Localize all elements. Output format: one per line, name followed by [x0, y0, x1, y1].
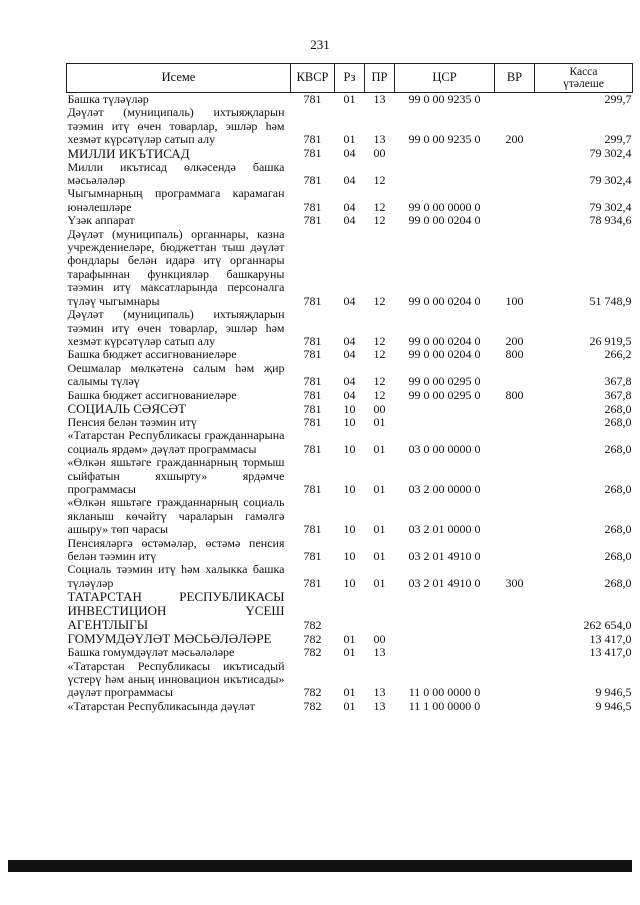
header-pr: ПР	[365, 64, 395, 93]
cell-pr: 12	[373, 333, 386, 348]
cell-kvsr: 781	[303, 333, 322, 348]
cell-pr: 13	[373, 698, 386, 713]
cell-kvsr: 782	[303, 631, 322, 646]
scan-bottom-bar	[8, 860, 632, 872]
cell-kvsr: 781	[303, 213, 322, 228]
cell-name: «Өлкән яшьтәге гражданнарның тормыш сыйфатын яхшырту» ярдәмче программасы	[67, 455, 285, 496]
cell-vr	[495, 660, 535, 700]
cell-amount: 367,8	[604, 387, 632, 402]
cell-name: Социаль тәэмин итү һәм халыкка башка түләүләр	[67, 562, 285, 590]
cell-rz: 04	[343, 374, 356, 389]
cell-kvsr: 781	[303, 173, 322, 188]
cell-amount: 26 919,5	[589, 333, 632, 348]
cell-csr	[395, 646, 495, 659]
cell-amount: 9 946,5	[595, 698, 632, 713]
cell-vr	[495, 700, 535, 713]
cell-name: МИЛЛИ ИКЪТИСАД	[67, 145, 190, 161]
cell-vr: 200	[505, 132, 524, 147]
header-kassa	[535, 64, 633, 93]
cell-amount: 299,7	[604, 132, 632, 147]
cell-kvsr: 782	[303, 698, 322, 713]
table-row	[67, 646, 633, 659]
table-row	[67, 537, 633, 564]
cell-pr: 13	[373, 645, 386, 660]
cell-kvsr: 781	[303, 132, 322, 147]
cell-amount: 266,2	[604, 347, 632, 362]
cell-kvsr: 781	[303, 401, 322, 416]
table-row	[67, 161, 633, 188]
header-kvsr: КВСР	[291, 64, 335, 93]
cell-csr: 99 0 00 9235 0	[408, 92, 481, 106]
cell-vr	[495, 161, 535, 188]
cell-pr: 00	[373, 146, 386, 161]
cell-rz: 01	[343, 132, 356, 147]
cell-kvsr: 781	[303, 387, 322, 402]
cell-csr: 99 0 00 9235 0	[408, 132, 481, 147]
cell-rz: 10	[343, 441, 356, 456]
cell-amount: 78 934,6	[589, 213, 632, 228]
cell-amount: 268,0	[604, 401, 632, 416]
cell-name: Чыгымнарның программага карамаган юнәлешләре	[67, 186, 285, 214]
table-row	[67, 402, 633, 416]
cell-rz: 01	[343, 685, 356, 700]
table-row	[67, 416, 633, 429]
table-row	[67, 660, 633, 700]
cell-kvsr: 781	[303, 92, 322, 106]
cell-rz: 04	[343, 199, 356, 214]
budget-table	[66, 63, 633, 713]
cell-vr	[495, 214, 535, 227]
cell-csr: 11 0 00 0000 0	[408, 685, 481, 700]
cell-rz: 04	[343, 173, 356, 188]
cell-name: ТАТАРСТАН РЕСПУБЛИКАСЫ ИНВЕСТИЦИОН ҮСЕШ АГЕНТЛЫГЫ	[67, 589, 285, 633]
cell-name: Дәүләт (муниципаль) ихтыяҗларын тәэмин итү өчен товарлар, эшләр һәм хезмәт күрсәтүләр сатып алу	[67, 307, 285, 348]
cell-kvsr: 782	[303, 645, 322, 660]
table-row	[67, 106, 633, 146]
table-row	[67, 389, 633, 402]
cell-vr	[495, 632, 535, 646]
cell-csr	[395, 632, 495, 646]
cell-kvsr: 782	[303, 685, 322, 700]
cell-pr: 01	[373, 481, 386, 496]
cell-vr	[495, 362, 535, 389]
cell-vr	[495, 537, 535, 564]
cell-csr	[395, 416, 495, 429]
cell-vr: 800	[505, 387, 524, 402]
cell-kvsr: 781	[303, 441, 322, 456]
cell-kvsr: 782	[303, 617, 322, 632]
table-row	[67, 214, 633, 227]
table-row	[67, 700, 633, 713]
cell-rz: 10	[343, 522, 356, 537]
cell-kvsr: 781	[303, 199, 322, 214]
cell-rz: 04	[343, 333, 356, 348]
cell-vr	[495, 93, 535, 107]
cell-pr	[365, 590, 395, 632]
cell-pr: 12	[373, 387, 386, 402]
table-row	[67, 362, 633, 389]
cell-name: Башка бюджет ассигнованиеләре	[67, 387, 237, 402]
table-header-row	[67, 64, 633, 93]
cell-name: Үзәк аппарат	[67, 213, 135, 228]
table-row	[67, 456, 633, 496]
cell-csr: 99 0 00 0000 0	[408, 199, 481, 214]
cell-rz: 10	[343, 575, 356, 590]
table-row	[67, 429, 633, 456]
table-row	[67, 228, 633, 308]
cell-name: ГОМУМДӘҮЛӘТ МӘСЬӘЛӘЛӘРЕ	[67, 631, 272, 647]
cell-csr: 03 2 01 4910 0	[408, 549, 481, 563]
table-row	[67, 187, 633, 214]
cell-pr: 12	[373, 199, 386, 214]
cell-csr: 03 2 01 0000 0	[408, 522, 481, 537]
cell-name: СОЦИАЛЬ СӘЯСӘТ	[67, 400, 186, 416]
cell-name: Пенсия белән тәэмин итү	[67, 414, 197, 429]
cell-pr: 12	[373, 173, 386, 188]
cell-name: «Татарстан Республикасында дәүләт	[67, 698, 255, 713]
cell-rz: 10	[343, 481, 356, 496]
cell-vr	[495, 147, 535, 161]
header-csr: ЦСР	[395, 64, 495, 93]
cell-rz: 01	[343, 631, 356, 646]
table-body	[67, 93, 633, 714]
cell-name: Оешмалар мөлкәтенә салым һәм җир салымы түләү	[67, 360, 285, 389]
cell-name: Башка бюджет ассигнованиеләре	[67, 347, 237, 362]
cell-kvsr: 781	[303, 481, 322, 496]
cell-rz: 04	[343, 347, 356, 362]
cell-kvsr: 781	[303, 347, 322, 362]
cell-vr: 100	[505, 293, 524, 308]
cell-amount: 299,7	[604, 92, 632, 106]
cell-rz: 04	[343, 293, 356, 308]
cell-vr: 300	[505, 575, 524, 590]
cell-name: Башка түләүләр	[67, 92, 149, 106]
cell-name: «Татарстан Республикасы гражданнарына социаль ярдәм» дәүләт программасы	[67, 428, 285, 456]
table-row	[67, 563, 633, 590]
cell-amount: 268,0	[604, 522, 632, 537]
cell-kvsr: 781	[303, 146, 322, 161]
cell-vr	[495, 590, 535, 632]
cell-rz: 04	[343, 146, 356, 161]
cell-pr: 01	[373, 522, 386, 537]
table-row	[67, 496, 633, 536]
cell-rz: 01	[343, 92, 356, 106]
cell-rz: 01	[343, 645, 356, 660]
header-kassa-line1: Касса	[569, 65, 598, 78]
cell-amount: 79 302,4	[589, 173, 632, 188]
cell-vr	[495, 416, 535, 429]
cell-amount: 51 748,9	[589, 293, 632, 308]
table-row	[67, 590, 633, 632]
cell-amount: 268,0	[604, 575, 632, 590]
cell-name: Пенсияләргә өстәмәләр, өстәмә пенсия белән тәэмин итү	[67, 535, 285, 563]
cell-pr: 01	[373, 575, 386, 590]
cell-rz: 04	[343, 213, 356, 228]
cell-csr: 03 0 00 0000 0	[408, 441, 481, 456]
cell-amount: 268,0	[604, 549, 632, 563]
cell-vr	[495, 187, 535, 214]
table-row	[67, 147, 633, 161]
cell-name: Дәүләт (муниципаль) ихтыяҗларын тәэмин итү өчен товарлар, эшләр һәм хезмәт күрсәтүләр сатып алу	[67, 105, 285, 147]
cell-kvsr: 781	[303, 414, 322, 429]
cell-name: Башка гомумдәүләт мәсьәләләре	[67, 645, 235, 660]
cell-csr: 03 2 01 4910 0	[408, 575, 481, 590]
cell-pr: 01	[373, 441, 386, 456]
header-vr: ВР	[495, 64, 535, 93]
cell-csr	[395, 161, 495, 188]
cell-vr	[495, 402, 535, 416]
cell-csr: 99 0 00 0204 0	[408, 293, 481, 308]
cell-csr	[395, 402, 495, 416]
cell-amount: 79 302,4	[589, 199, 632, 214]
cell-amount: 13 417,0	[589, 631, 632, 646]
cell-name: Милли икътисад өлкәсендә башка мәсьәләләр	[67, 159, 285, 188]
cell-rz: 04	[343, 387, 356, 402]
cell-kvsr: 781	[303, 293, 322, 308]
cell-csr: 99 0 00 0204 0	[408, 213, 481, 228]
cell-csr: 99 0 00 0204 0	[408, 333, 481, 348]
cell-name: «Өлкән яшьтәге гражданнарның социаль якланыш көчәйтү чараларын гамәлгә ашыру» төп чарасы	[67, 495, 285, 537]
cell-amount: 13 417,0	[589, 645, 632, 660]
cell-pr: 12	[373, 374, 386, 389]
cell-rz	[335, 590, 365, 632]
cell-amount: 367,8	[604, 374, 632, 389]
cell-kvsr: 781	[303, 522, 322, 537]
table-row	[67, 632, 633, 646]
cell-csr	[395, 147, 495, 161]
cell-pr: 01	[373, 414, 386, 429]
table-row	[67, 348, 633, 361]
cell-vr	[495, 496, 535, 536]
table-row	[67, 93, 633, 107]
cell-amount: 262 654,0	[583, 617, 632, 632]
cell-csr	[395, 590, 495, 632]
cell-kvsr: 781	[303, 549, 322, 563]
header-name: Исеме	[67, 64, 291, 93]
cell-csr: 99 0 00 0204 0	[408, 347, 481, 362]
cell-pr: 13	[373, 92, 386, 106]
cell-pr: 12	[373, 213, 386, 228]
cell-amount: 79 302,4	[589, 146, 632, 161]
cell-csr: 03 2 00 0000 0	[408, 481, 481, 496]
cell-amount: 268,0	[604, 481, 632, 496]
cell-pr: 12	[373, 347, 386, 362]
cell-name: «Татарстан Республикасы икътисадый үстерү һәм аның инновацион икътисады» дәүләт программасы	[67, 658, 285, 700]
cell-csr: 11 1 00 0000 0	[408, 698, 481, 713]
table-row	[67, 308, 633, 348]
cell-kvsr: 781	[303, 374, 322, 389]
header-kassa-line2: үтәлеше	[563, 78, 604, 90]
cell-name: Дәүләт (муниципаль) органнары, казна учреждениеләре, бюджеттан тыш дәүләт фондлары белән идарә итү органнары тарафыннан функцияләр башкаруны тәэмин итү максатларында персоналга түләү чыгымнары	[67, 226, 285, 308]
cell-amount: 9 946,5	[595, 685, 632, 700]
cell-amount: 268,0	[604, 441, 632, 456]
cell-amount: 268,0	[604, 414, 632, 429]
cell-vr: 800	[505, 347, 524, 362]
cell-pr: 01	[373, 549, 386, 563]
cell-csr: 99 0 00 0295 0	[408, 387, 481, 402]
page-number: 231	[310, 37, 330, 52]
cell-vr	[495, 646, 535, 659]
cell-pr: 00	[373, 631, 386, 646]
cell-vr: 200	[505, 333, 524, 348]
cell-csr: 99 0 00 0295 0	[408, 374, 481, 389]
cell-rz: 01	[343, 698, 356, 713]
cell-rz: 10	[343, 414, 356, 429]
cell-vr	[495, 429, 535, 456]
cell-rz: 10	[343, 401, 356, 416]
cell-pr: 13	[373, 685, 386, 700]
cell-vr	[495, 456, 535, 496]
cell-pr: 13	[373, 132, 386, 147]
cell-kvsr: 781	[303, 575, 322, 590]
cell-pr: 12	[373, 293, 386, 308]
cell-pr: 00	[373, 401, 386, 416]
cell-rz: 10	[343, 549, 356, 563]
header-rz: Рз	[335, 64, 365, 93]
